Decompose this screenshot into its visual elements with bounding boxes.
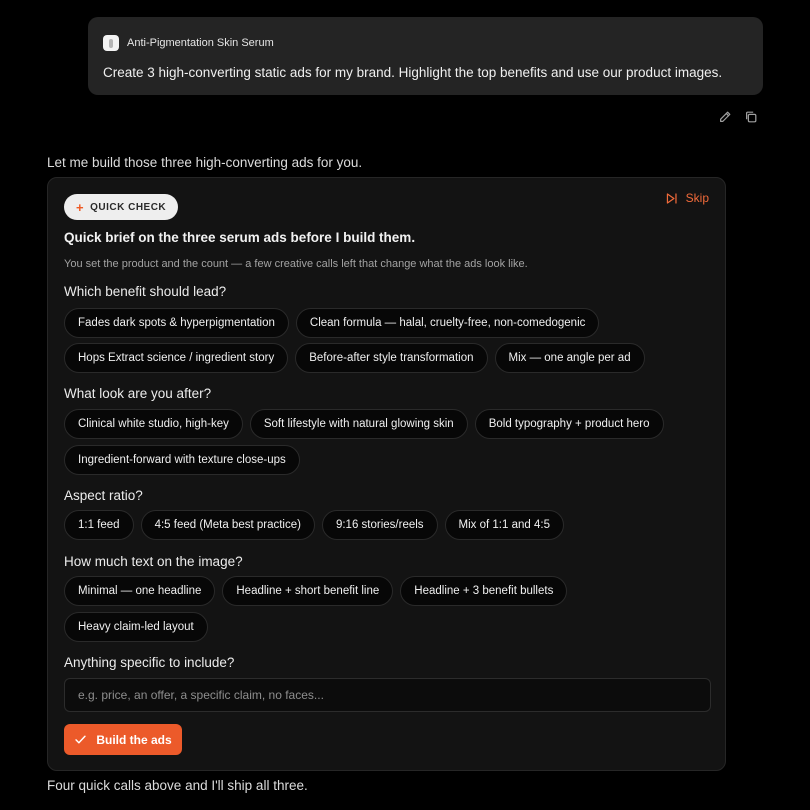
quick-check-badge (64, 194, 178, 220)
option-chip[interactable]: 9:16 stories/reels (322, 510, 438, 540)
question-specific-label: Anything specific to include? (64, 655, 235, 670)
question-aspect-label: Aspect ratio? (64, 488, 143, 503)
attachment-chip[interactable] (103, 34, 748, 52)
option-chip[interactable]: Mix — one angle per ad (495, 343, 645, 373)
build-ads-label: Build the ads (96, 732, 172, 747)
assistant-intro-text: Let me build those three high-converting ads for you. (47, 155, 363, 170)
option-chip[interactable]: Clinical white studio, high-key (64, 409, 243, 439)
brief-title: Quick brief on the three serum ads before I build them. (64, 230, 416, 245)
quick-check-label: QUICK CHECK (90, 201, 167, 213)
question-benefit-label: Which benefit should lead? (64, 284, 227, 299)
checkmark-icon (74, 733, 87, 746)
user-message-bubble (88, 17, 763, 95)
option-chip[interactable]: Heavy claim-led layout (64, 612, 208, 642)
text-amount-options-row-1 (64, 576, 567, 606)
option-chip[interactable]: Mix of 1:1 and 4:5 (445, 510, 564, 540)
option-chip[interactable]: 1:1 feed (64, 510, 134, 540)
option-chip[interactable]: Fades dark spots & hyperpigmentation (64, 308, 289, 338)
option-chip[interactable]: Bold typography + product hero (475, 409, 664, 439)
option-chip[interactable]: 4:5 feed (Meta best practice) (141, 510, 315, 540)
product-image-icon (103, 35, 119, 51)
brief-subtitle: You set the product and the count — a few creative calls left that change what the ads look like. (64, 258, 528, 270)
message-actions (718, 110, 758, 124)
pencil-icon[interactable] (718, 110, 732, 124)
option-chip[interactable]: Hops Extract science / ingredient story (64, 343, 288, 373)
specific-input[interactable] (64, 678, 711, 712)
option-chip[interactable]: Minimal — one headline (64, 576, 215, 606)
benefit-options-row-2 (64, 343, 645, 373)
attachment-name: Anti-Pigmentation Skin Serum (127, 37, 274, 49)
question-look-label: What look are you after? (64, 386, 212, 401)
skip-button[interactable] (665, 191, 709, 205)
option-chip[interactable]: Ingredient-forward with texture close-ups (64, 445, 300, 475)
skip-label: Skip (685, 191, 709, 205)
text-amount-options-row-2 (64, 612, 208, 642)
look-options-row-2 (64, 445, 300, 475)
benefit-options-row-1 (64, 308, 599, 338)
option-chip[interactable]: Before-after style transformation (295, 343, 487, 373)
assistant-footer-text: Four quick calls above and I'll ship all three. (47, 778, 308, 793)
question-text-amount-label: How much text on the image? (64, 554, 243, 569)
build-ads-button[interactable] (64, 724, 182, 755)
option-chip[interactable]: Headline + short benefit line (222, 576, 393, 606)
quick-check-card (47, 177, 726, 771)
copy-icon[interactable] (744, 110, 758, 124)
option-chip[interactable]: Soft lifestyle with natural glowing skin (250, 409, 468, 439)
user-message-text: Create 3 high-converting static ads for my brand. Highlight the top benefits and use our product images. (103, 65, 723, 80)
skip-icon (665, 192, 678, 205)
aspect-options-row (64, 510, 564, 540)
look-options-row-1 (64, 409, 664, 439)
plus-icon: + (76, 199, 85, 215)
option-chip[interactable]: Headline + 3 benefit bullets (400, 576, 567, 606)
option-chip[interactable]: Clean formula — halal, cruelty-free, non-comedogenic (296, 308, 600, 338)
